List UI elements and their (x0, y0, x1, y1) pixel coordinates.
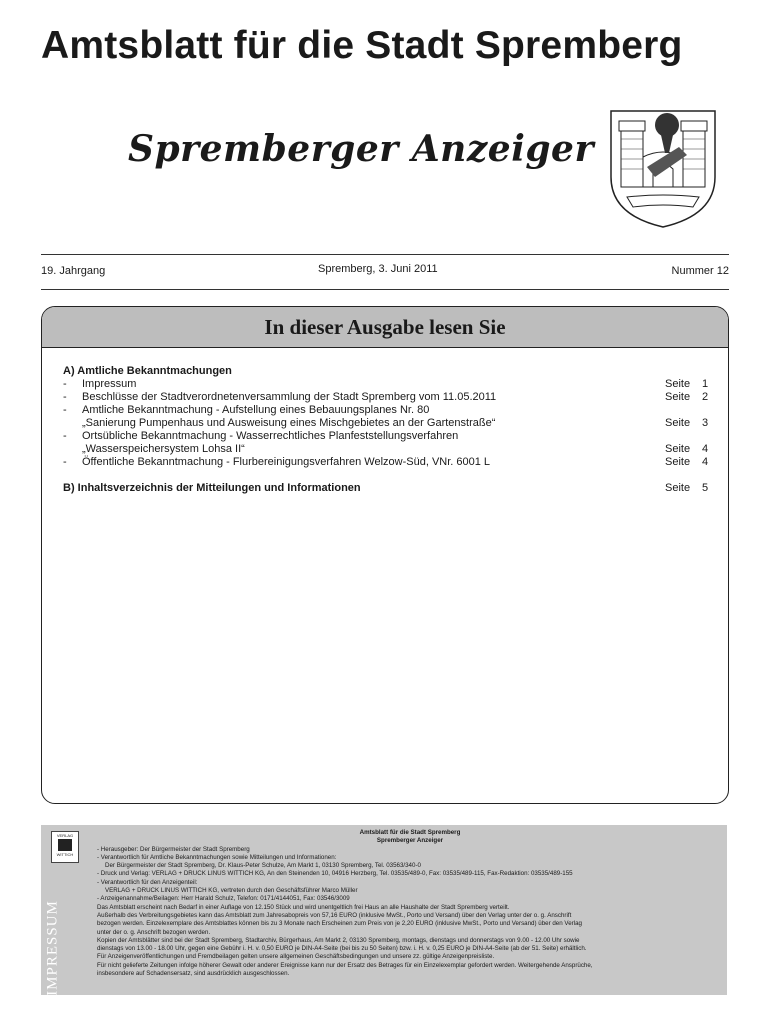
coat-of-arms-image (607, 107, 719, 231)
toc-section-a: A) Amtliche Bekanntmachungen (63, 365, 232, 377)
toc-entry[interactable]: - Ortsübliche Bekanntmachung - Wasserrechtliches Planfeststellungsverfahren (63, 430, 459, 442)
toc-list (63, 365, 711, 495)
issue-place-date: Spremberg, 3. Juni 2011 (318, 263, 438, 275)
toc-entry[interactable]: - Öffentliche Bekanntmachung - Flurbereinigungsverfahren Welzow-Süd, VNr. 6001 L Seite 4 (63, 456, 709, 468)
verlag-wittich-logo: VERLAG WITTICH (51, 831, 79, 863)
masthead-title: Spremberger Anzeiger (128, 128, 594, 170)
header-rule-bottom (41, 289, 729, 290)
table-of-contents (41, 306, 729, 804)
toc-heading: In dieser Ausgabe lesen Sie (42, 307, 728, 348)
toc-entry[interactable]: - Impressum Seite 1 (63, 378, 709, 390)
toc-entry[interactable]: - Beschlüsse der Stadtverordnetenversammlung der Stadt Spremberg vom 11.05.2011 Seite 2 (63, 391, 709, 403)
impressum-box (41, 825, 727, 995)
toc-entry[interactable]: - Amtliche Bekanntmachung - Aufstellung eines Bebauungsplanes Nr. 80 (63, 404, 430, 416)
toc-section-b[interactable]: B) Inhaltsverzeichnis der Mitteilungen und Informationen Seite 5 (63, 482, 709, 494)
toc-entry-continued[interactable]: „Wasserspeichersystem Lohsa II“ Seite 4 (82, 443, 709, 455)
issue-number: Nummer 12 (671, 265, 729, 277)
toc-entry-continued[interactable]: „Sanierung Pumpenhaus und Ausweisung eines Mischgebietes an der Gartenstraße“ Seite 3 (82, 417, 709, 429)
page-title: Amtsblatt für die Stadt Spremberg (41, 24, 683, 67)
impressum-text: Amtsblatt für die Stadt Spremberg Spremberger Anzeiger - Herausgeber: Der Bürgermeister der Stadt Spremberg - Verantwortlich für Amtliche Bekanntmachungen sowie Mitteilungen und Informationen: Der Bürgermeister der Stadt Spremberg, Dr. Klaus-Peter Schulze, Am Markt 1, 03130 Spremberg, Tel. 03563/340-0 - Druck und Verlag: VERLAG + DRUCK LINUS WITTICH KG, An den Steinenden 10, 04916 Herzberg, Tel. 03535/489-0, Fax: 03535/489-115, Fax-Redaktion: 03535/489-155 - Verantwortlich für den Anzeigenteil: VERLAG + DRUCK LINUS WITTICH KG, vertreten durch den Geschäftsführer Marco Müller - Anzeigenannahme/Beilagen: Herr Harald Schulz, Telefon: 0171/4144051, Fax: 03546/3009 Das Amtsblatt erscheint nach Bedarf in einer Auflage von 12.150 Stück und wird unentgeltlich frei Haus an alle Haushalte der Stadt Spremberg verteilt. Außerhalb des Verbreitungsgebietes kann das Amtsblatt zum Jahresabopreis von 57,16 EURO (inklusive MwSt., Porto und Versand) über den Verlag unter der o. g. Anschrift bezogen werden. Einzelexemplare des Amtsblattes können bis zu 3 Monate nach Erscheinen zum Preis von je 2,20 EURO (inklusive MwSt., Porto und Versand) über den Verlag unter der o. g. Anschrift bezogen werden. Kopien der Amtsblätter sind bei der Stadt Spremberg, Stadtarchiv, Bürgerhaus, Am Markt 2, 03130 Spremberg, montags, dienstags und donnerstags von 9.00 - 12.00 Uhr sowie dienstags von 13.00 - 18.00 Uhr, gegen eine Gebühr i. H. v. 0,50 EURO je DIN-A4-Seite (bei bis zu 50 Seiten) bzw. i. H. v. 0,25 EURO je DIN-A4-Seite (ab der 51. Seite) erhältlich. Für Anzeigenveröffentlichungen und Fremdbeilagen gelten unsere allgemeinen Geschäftsbedingungen und unsere zz. gültige Anzeigenpreisliste. Für nicht gelieferte Zeitungen infolge höherer Gewalt oder anderer Ereignisse kann nur der Ersatz des Betrages für ein Einzelexemplar gefordert werden. Weitergehende Ansprüche, insbesondere auf Schadensersatz, sind ausdrücklich ausgeschlossen. (97, 829, 593, 978)
impressum-vertical-label: IMPRESSUM (44, 900, 61, 996)
issue-year: 19. Jahrgang (41, 265, 106, 277)
header-rule-top (41, 254, 729, 255)
